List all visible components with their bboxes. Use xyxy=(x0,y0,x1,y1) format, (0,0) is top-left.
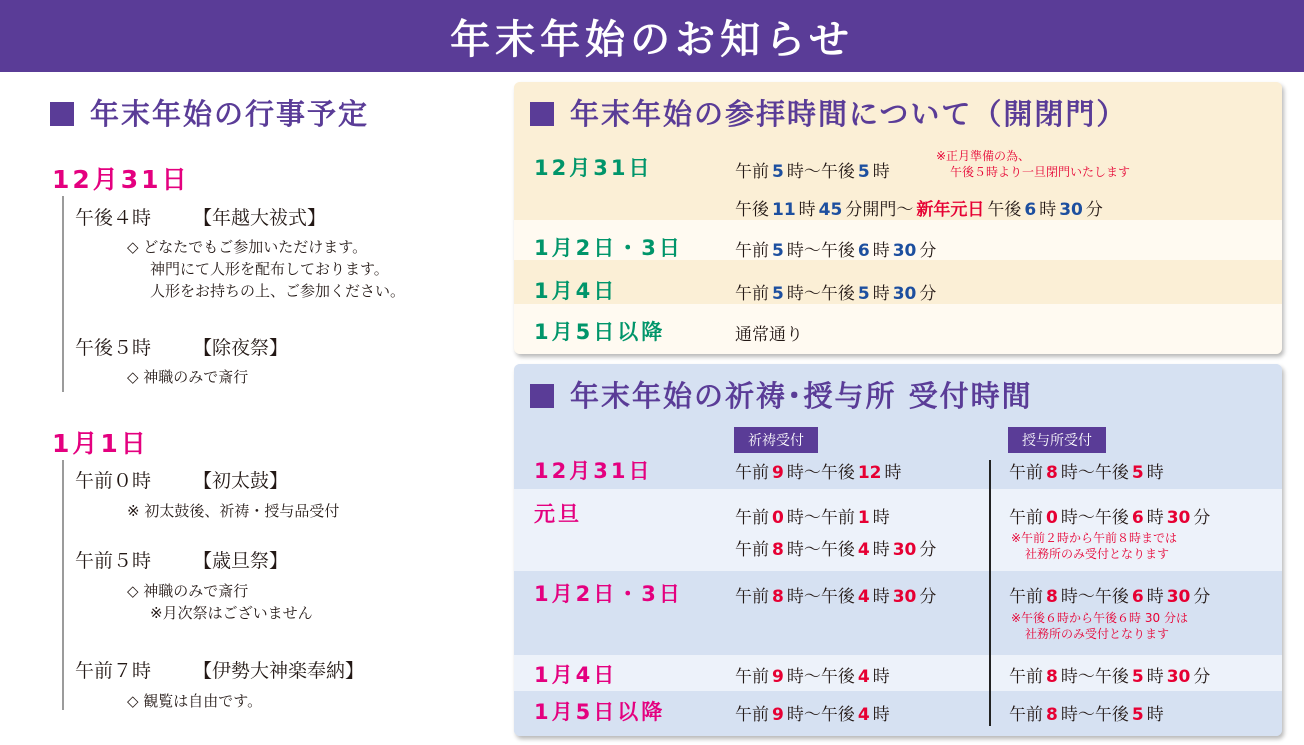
time-value: 4 xyxy=(857,587,870,607)
time-text: 時〜午後 xyxy=(1060,705,1129,725)
row-label: 元旦 xyxy=(534,502,582,526)
prayer-time xyxy=(735,458,902,483)
row-label: 1月2日・3日 xyxy=(534,582,683,606)
time-value: 8 xyxy=(772,540,784,560)
time-value: 0 xyxy=(772,508,784,528)
time-text: 分開門〜 xyxy=(845,200,914,220)
event-note-line: 神門にて人形を配布しております。 xyxy=(150,260,389,278)
event-note xyxy=(127,366,248,388)
event-time: 午前５時 xyxy=(75,550,152,572)
time-text: 分 xyxy=(1193,587,1211,607)
time-text: 通常通り xyxy=(735,325,803,345)
visit-time xyxy=(735,195,1103,220)
time-text: 午前 xyxy=(1009,667,1043,687)
time-text: 分 xyxy=(1193,667,1211,687)
row-label: 1月4日 xyxy=(534,279,618,303)
time-value: 8 xyxy=(1046,667,1058,687)
time-text: 時〜午後 xyxy=(786,587,855,607)
time-value: 8 xyxy=(1046,587,1058,607)
time-text: 午前 xyxy=(735,241,769,261)
office-time xyxy=(1009,458,1164,483)
day-heading-jan1: 1月1日 xyxy=(52,429,149,458)
event-note xyxy=(127,500,339,522)
time-text: 時〜午前 xyxy=(786,508,855,528)
visit-time xyxy=(735,320,803,345)
time-text: 午前 xyxy=(735,540,769,560)
time-text: 午前 xyxy=(1009,463,1043,483)
time-text: 午前 xyxy=(1009,587,1043,607)
visiting-hours-title: 年末年始の参拝時間について（開閉門） xyxy=(570,97,1128,131)
event-note xyxy=(127,690,262,712)
time-text: 午後 xyxy=(735,200,769,220)
column-divider xyxy=(989,460,991,726)
event-note-line: ◇ どなたでもご参加いただけます。 xyxy=(127,238,368,256)
square-bullet-icon xyxy=(530,384,554,408)
event-note-line: ◇ 観覧は自由です。 xyxy=(127,692,263,710)
time-text: 午前 xyxy=(735,463,769,483)
event-note xyxy=(127,236,405,302)
time-value: 5 xyxy=(857,162,870,182)
time-text: 時〜午後 xyxy=(1060,508,1129,528)
event-title xyxy=(75,333,288,360)
time-value: 30 xyxy=(892,284,917,304)
time-value: 30 xyxy=(892,540,917,560)
time-value: 4 xyxy=(857,667,870,687)
square-bullet-icon xyxy=(530,102,554,126)
time-text: 時 xyxy=(872,162,890,182)
time-text: 時〜午後 xyxy=(786,284,855,304)
time-value: 8 xyxy=(1046,705,1058,725)
time-text: 分 xyxy=(919,284,937,304)
event-note-line: ※月次祭はございません xyxy=(150,604,313,622)
visiting-hours-panel xyxy=(514,82,1282,354)
time-text: 時 xyxy=(872,284,890,304)
time-value: 45 xyxy=(818,200,843,220)
time-text: 時〜午後 xyxy=(1060,463,1129,483)
time-text: 時 xyxy=(872,587,890,607)
event-name: 【伊勢大神楽奉納】 xyxy=(193,660,365,682)
visit-time xyxy=(735,279,936,304)
time-text: 時〜午後 xyxy=(1060,667,1129,687)
prayer-hours-panel xyxy=(514,364,1282,736)
time-value: 5 xyxy=(1131,667,1144,687)
time-value: 5 xyxy=(857,284,870,304)
time-value: 6 xyxy=(857,241,870,261)
time-value: 5 xyxy=(1131,705,1144,725)
schedule-heading xyxy=(50,92,369,133)
event-time: 午後５時 xyxy=(75,337,152,359)
row-label: 1月2日・3日 xyxy=(534,236,683,260)
row-label: 1月5日以降 xyxy=(534,700,666,724)
time-text: 時 xyxy=(1146,705,1164,725)
time-text: 午前 xyxy=(735,705,769,725)
time-text: 時 xyxy=(1146,463,1164,483)
prayer-time xyxy=(735,535,936,560)
office-time xyxy=(1009,503,1210,528)
event-time: 午後４時 xyxy=(75,207,152,229)
time-value: 新年元日 xyxy=(916,200,985,220)
time-text: 時 xyxy=(872,667,890,687)
time-value: 30 xyxy=(1166,587,1191,607)
header-banner xyxy=(0,0,1304,72)
time-text: 時〜午後 xyxy=(786,705,855,725)
time-text: 午前 xyxy=(735,508,769,528)
office-note-line: ※午後６時から午後６時 30 分は xyxy=(1011,611,1188,625)
prayer-time xyxy=(735,700,890,725)
prayer-column-tag: 祈祷受付 xyxy=(734,427,818,453)
event-title xyxy=(75,466,288,493)
visit-note-line: ※正月準備の為、 xyxy=(936,149,1031,163)
visit-time xyxy=(735,157,890,182)
time-text: 時 xyxy=(872,241,890,261)
time-text: 時〜午後 xyxy=(786,162,855,182)
divider-line xyxy=(62,196,64,392)
time-value: 30 xyxy=(892,241,917,261)
time-text: 分 xyxy=(919,587,937,607)
event-time: 午前７時 xyxy=(75,660,152,682)
time-value: 11 xyxy=(772,200,796,220)
time-text: 時〜午後 xyxy=(786,463,855,483)
event-name: 【年越大祓式】 xyxy=(193,207,327,229)
time-text: 時〜午後 xyxy=(786,241,855,261)
event-note-line: 人形をお持ちの上、ご参加ください。 xyxy=(150,282,406,300)
time-text: 時 xyxy=(872,705,890,725)
time-value: 4 xyxy=(857,705,870,725)
time-value: 8 xyxy=(1046,463,1058,483)
office-time xyxy=(1009,662,1210,687)
row-label: 1月4日 xyxy=(534,663,618,687)
office-note-line: 社務所のみ受付となります xyxy=(1025,627,1170,641)
prayer-time xyxy=(735,662,890,687)
time-value: 9 xyxy=(772,705,784,725)
prayer-time xyxy=(735,503,890,528)
time-text: 午前 xyxy=(735,587,769,607)
time-value: 6 xyxy=(1024,200,1037,220)
time-text: 午前 xyxy=(735,284,769,304)
event-name: 【歳旦祭】 xyxy=(193,550,289,572)
prayer-hours-title: 年末年始の祈祷･授与所 受付時間 xyxy=(570,379,1033,413)
office-time xyxy=(1009,700,1164,725)
time-value: 8 xyxy=(772,587,784,607)
time-value: 30 xyxy=(1166,508,1191,528)
time-text: 午前 xyxy=(1009,508,1043,528)
office-note xyxy=(1011,530,1177,562)
time-value: 5 xyxy=(772,241,784,261)
schedule-title: 年末年始の行事予定 xyxy=(90,97,370,131)
event-note-line: ◇ 神職のみで斎行 xyxy=(127,582,249,600)
time-value: 6 xyxy=(1131,508,1144,528)
divider-line xyxy=(62,460,64,710)
time-text: 時 xyxy=(798,200,816,220)
visit-note-line: 午後５時より一旦閉門いたします xyxy=(950,165,1131,179)
visit-note xyxy=(936,148,1130,180)
office-time xyxy=(1009,582,1210,607)
time-value: 30 xyxy=(1166,667,1191,687)
event-title xyxy=(75,656,364,683)
time-text: 分 xyxy=(1085,200,1103,220)
time-value: 30 xyxy=(892,587,917,607)
time-text: 時〜午後 xyxy=(786,540,855,560)
row-label: 1月5日以降 xyxy=(534,320,666,344)
event-note-line: ◇ 神職のみで斎行 xyxy=(127,368,249,386)
time-value: 5 xyxy=(772,284,784,304)
row-label: 12月31日 xyxy=(534,459,653,483)
time-value: 1 xyxy=(857,508,870,528)
time-text: 午前 xyxy=(735,162,769,182)
time-value: 0 xyxy=(1046,508,1058,528)
time-value: 4 xyxy=(857,540,870,560)
time-value: 6 xyxy=(1131,587,1144,607)
time-text: 分 xyxy=(1193,508,1211,528)
time-text: 時 xyxy=(884,463,902,483)
time-text: 時 xyxy=(1146,508,1164,528)
time-text: 分 xyxy=(919,540,937,560)
time-value: 30 xyxy=(1059,200,1083,220)
square-bullet-icon xyxy=(50,102,74,126)
time-value: 12 xyxy=(857,463,882,483)
time-text: 時 xyxy=(872,540,890,560)
time-text: 時 xyxy=(1146,587,1164,607)
page-title: 年末年始のお知らせ xyxy=(450,16,854,63)
time-text: 午前 xyxy=(735,667,769,687)
row-label: 12月31日 xyxy=(534,156,653,180)
time-value: 9 xyxy=(772,667,784,687)
office-note-line: ※午前２時から午前８時までは xyxy=(1011,531,1178,545)
event-name: 【除夜祭】 xyxy=(193,337,289,359)
time-text: 分 xyxy=(919,241,937,261)
time-value: 9 xyxy=(772,463,784,483)
office-column-tag: 授与所受付 xyxy=(1008,427,1106,453)
event-note xyxy=(127,580,313,624)
event-title xyxy=(75,203,326,230)
day-heading-dec31: 12月31日 xyxy=(52,165,190,194)
time-text: 時〜午後 xyxy=(1060,587,1129,607)
time-text: 午前 xyxy=(1009,705,1043,725)
time-text: 時〜午後 xyxy=(786,667,855,687)
time-text: 時 xyxy=(1039,200,1057,220)
time-text: 午後 xyxy=(987,200,1022,220)
time-value: 5 xyxy=(1131,463,1144,483)
time-text: 時 xyxy=(872,508,890,528)
event-name: 【初太鼓】 xyxy=(193,470,289,492)
prayer-hours-heading xyxy=(530,374,1033,415)
event-title xyxy=(75,546,288,573)
time-text: 時 xyxy=(1146,667,1164,687)
event-time: 午前０時 xyxy=(75,470,152,492)
visiting-hours-heading xyxy=(530,92,1127,133)
office-note xyxy=(1011,610,1188,642)
visit-time xyxy=(735,236,936,261)
office-note-line: 社務所のみ受付となります xyxy=(1025,547,1170,561)
prayer-time xyxy=(735,582,936,607)
time-value: 5 xyxy=(772,162,784,182)
event-note-line: ※ 初太鼓後、祈祷・授与品受付 xyxy=(127,502,340,520)
